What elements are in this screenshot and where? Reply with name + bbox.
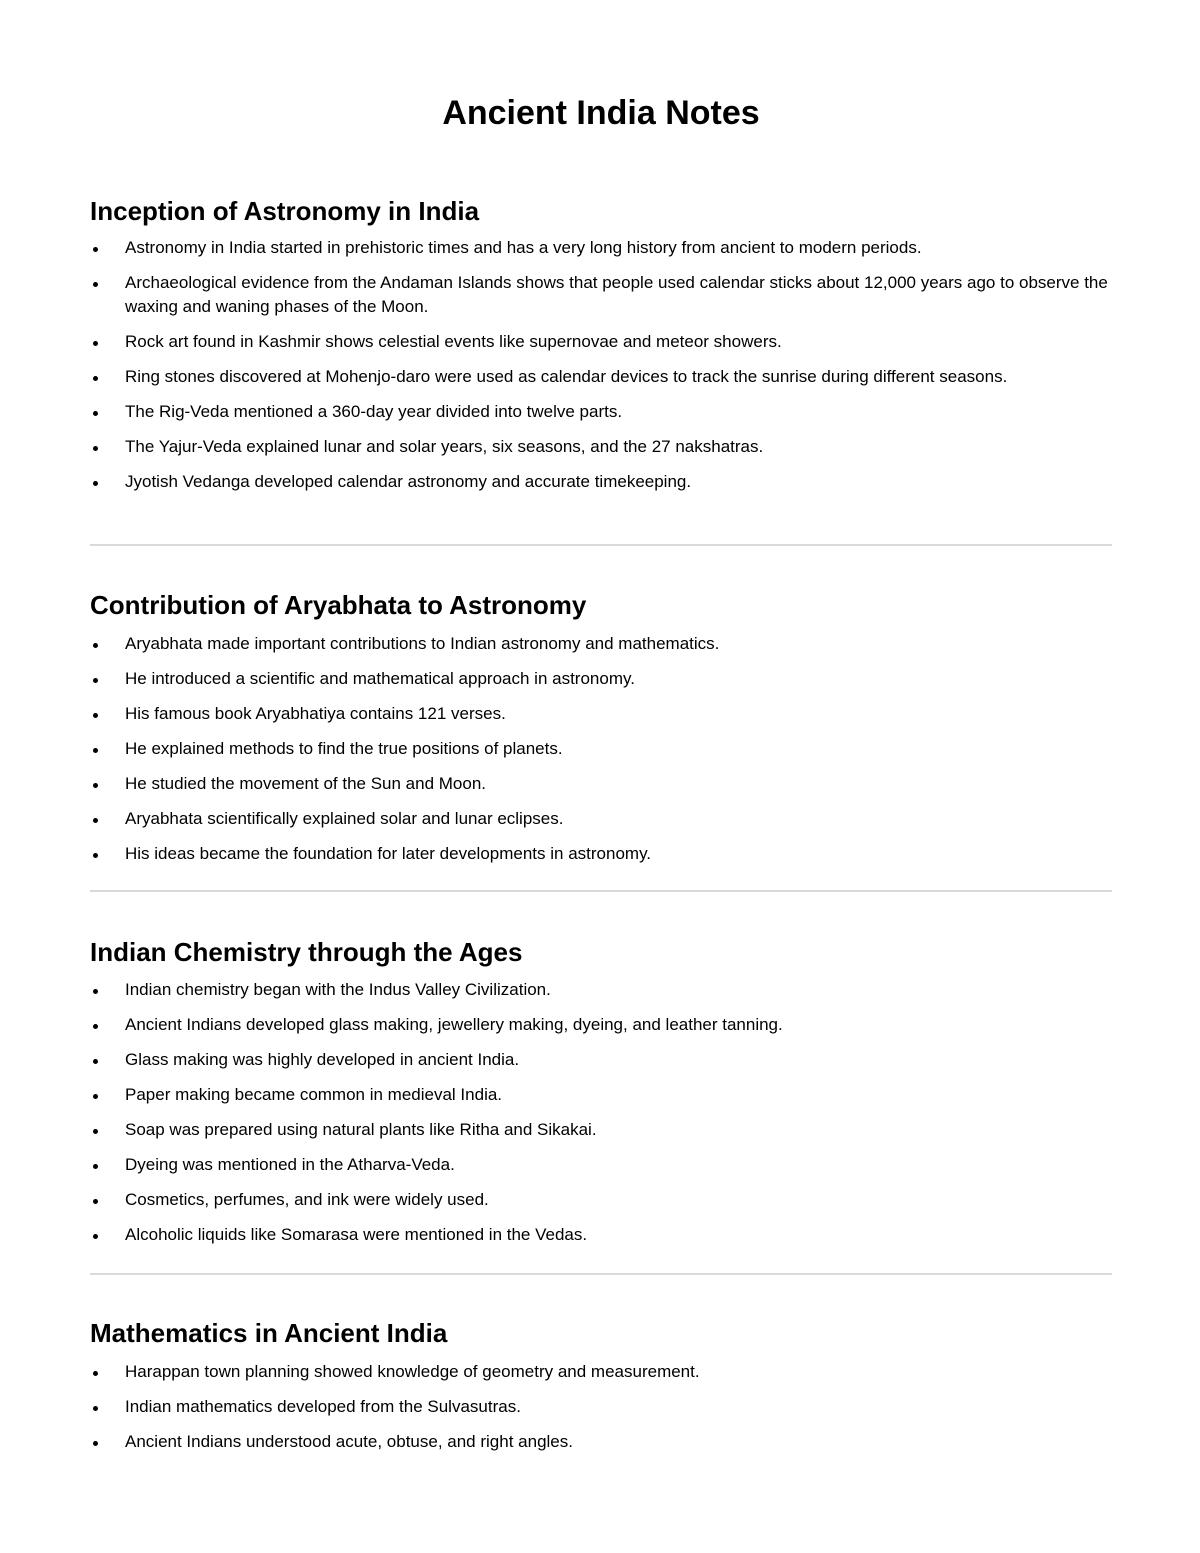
list-item: Rock art found in Kashmir shows celestial events like supernovae and meteor showers.: [90, 330, 1112, 354]
section-heading: Inception of Astronomy in India: [90, 196, 480, 226]
bullet-list: [90, 236, 1112, 494]
section-heading: Mathematics in Ancient India: [90, 1318, 448, 1348]
list-item: Ring stones discovered at Mohenjo-daro were used as calendar devices to track the sunrise during different seasons.: [90, 365, 1112, 389]
list-item: His famous book Aryabhatiya contains 121 verses.: [90, 702, 1112, 726]
section-mathematics: [90, 1318, 1112, 1454]
section-astronomy-inception: [90, 196, 1112, 494]
list-item: Soap was prepared using natural plants like Ritha and Sikakai.: [90, 1118, 1112, 1142]
list-item: His ideas became the foundation for later developments in astronomy.: [90, 842, 1112, 866]
section-divider: [90, 1273, 1112, 1275]
section-heading: Indian Chemistry through the Ages: [90, 937, 523, 967]
list-item: Archaeological evidence from the Andaman Islands shows that people used calendar sticks about 12,000 years ago to observe the waxing and waning phases of the Moon.: [90, 271, 1112, 319]
section-chemistry: [90, 937, 1112, 1247]
list-item: Astronomy in India started in prehistoric times and has a very long history from ancient to modern periods.: [90, 236, 1112, 260]
section-divider: [90, 890, 1112, 892]
list-item: Ancient Indians understood acute, obtuse, and right angles.: [90, 1430, 1112, 1454]
list-item: Aryabhata made important contributions to Indian astronomy and mathematics.: [90, 632, 1112, 656]
section-aryabhata: [90, 590, 1112, 866]
list-item: He studied the movement of the Sun and Moon.: [90, 772, 1112, 796]
bullet-list: [90, 1360, 1112, 1454]
list-item: He introduced a scientific and mathematical approach in astronomy.: [90, 667, 1112, 691]
list-item: Harappan town planning showed knowledge of geometry and measurement.: [90, 1360, 1112, 1384]
list-item: Cosmetics, perfumes, and ink were widely used.: [90, 1188, 1112, 1212]
section-heading: Contribution of Aryabhata to Astronomy: [90, 590, 587, 620]
list-item: The Yajur-Veda explained lunar and solar years, six seasons, and the 27 nakshatras.: [90, 435, 1112, 459]
document-title: Ancient India Notes: [442, 94, 760, 132]
list-item: Jyotish Vedanga developed calendar astronomy and accurate timekeeping.: [90, 470, 1112, 494]
bullet-list: [90, 632, 1112, 866]
list-item: Indian mathematics developed from the Sulvasutras.: [90, 1395, 1112, 1419]
list-item: Aryabhata scientifically explained solar and lunar eclipses.: [90, 807, 1112, 831]
list-item: The Rig-Veda mentioned a 360-day year divided into twelve parts.: [90, 400, 1112, 424]
section-divider: [90, 544, 1112, 546]
list-item: Indian chemistry began with the Indus Valley Civilization.: [90, 978, 1112, 1002]
list-item: Glass making was highly developed in ancient India.: [90, 1048, 1112, 1072]
list-item: Dyeing was mentioned in the Atharva-Veda.: [90, 1153, 1112, 1177]
bullet-list: [90, 978, 1112, 1247]
list-item: He explained methods to find the true positions of planets.: [90, 737, 1112, 761]
list-item: Paper making became common in medieval India.: [90, 1083, 1112, 1107]
list-item: Ancient Indians developed glass making, jewellery making, dyeing, and leather tanning.: [90, 1013, 1112, 1037]
list-item: Alcoholic liquids like Somarasa were mentioned in the Vedas.: [90, 1223, 1112, 1247]
